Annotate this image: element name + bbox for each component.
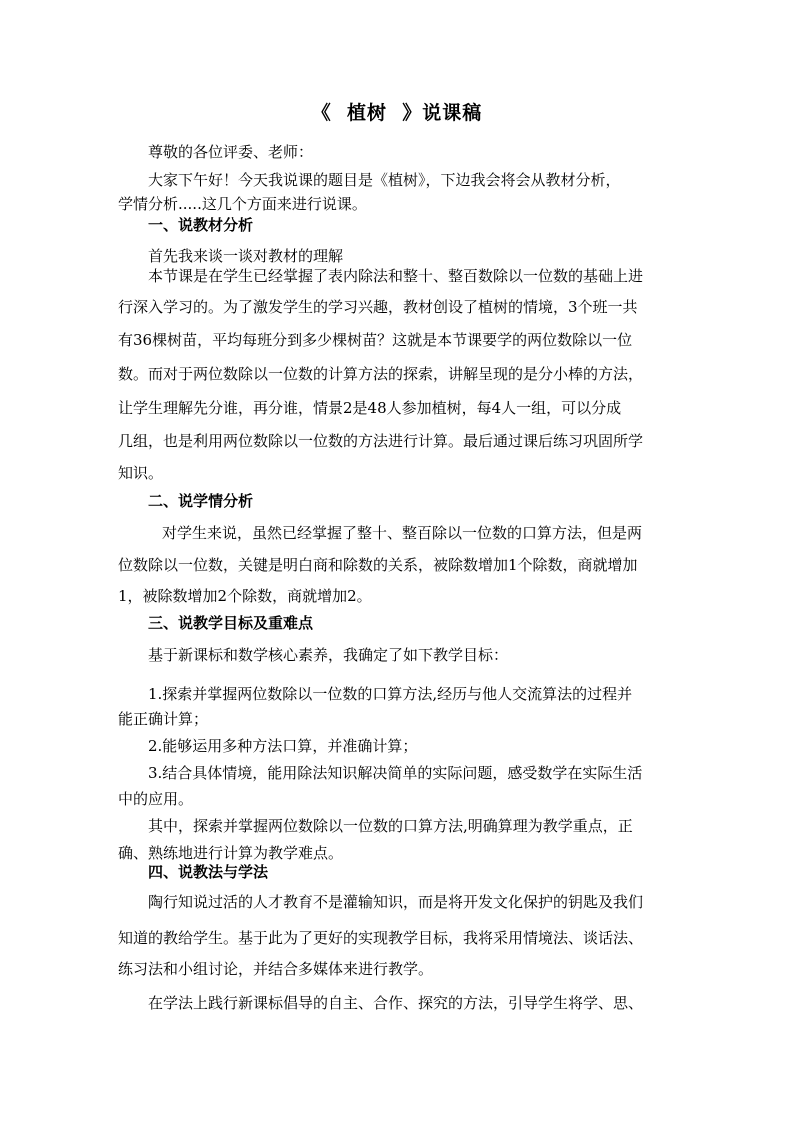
text-line: 学情分析.....这几个方面来进行说课。 bbox=[118, 195, 367, 213]
text-line: 陶行知说过活的人才教育不是灌输知识，而是将开发文化保护的钥匙及我们 bbox=[148, 893, 644, 911]
text-line: 1，被除数增加2个除数，商就增加2。 bbox=[118, 587, 372, 605]
text-line: 其中，探索并掌握两位数除以一位数的口算方法,明确算理为教学重点，正 bbox=[148, 817, 633, 835]
section-heading: 二、说学情分析 bbox=[148, 492, 254, 510]
text-line: 能正确计算； bbox=[118, 710, 209, 728]
section-heading: 四、说教法与学法 bbox=[148, 863, 269, 881]
text-line: 本节课是在学生已经掌握了表内除法和整十、整百数除以一位数的基础上进 bbox=[148, 267, 644, 285]
section-heading: 三、说教学目标及重难点 bbox=[148, 614, 314, 632]
text-line: 让学生理解先分谁，再分谁，情景2是48人参加植树，每4人一组，可以分成 bbox=[118, 399, 622, 417]
text-line: 行深入学习的。为了激发学生的学习兴趣，教材创设了植树的情境，3个班一共 bbox=[118, 298, 638, 316]
text-line: 位数除以一位数，关键是明白商和除数的关系，被除数增加1个除数，商就增加 bbox=[118, 556, 638, 574]
text-line: 中的应用。 bbox=[118, 790, 194, 808]
text-line: 1.探索并掌握两位数除以一位数的口算方法,经历与他人交流算法的过程并 bbox=[148, 685, 633, 703]
document-title: 《 植树 》说课稿 bbox=[311, 102, 483, 124]
text-line: 2.能够运用多种方法口算，并准确计算； bbox=[148, 737, 418, 755]
text-line: 确、熟练地进行计算为教学难点。 bbox=[118, 844, 344, 862]
text-line: 大家下午好！今天我说课的题目是《植树》，下边我会将会从教材分析， bbox=[148, 171, 621, 189]
text-line: 有36棵树苗，平均每班分到多少棵树苗？这就是本节课要学的两位数除以一位 bbox=[118, 331, 633, 349]
text-line: 在学法上践行新课标倡导的自主、合作、探究的方法，引导学生将学、思、 bbox=[148, 994, 644, 1012]
section-heading: 一、说教材分析 bbox=[148, 216, 254, 234]
text-line: 数。而对于两位数除以一位数的计算方法的探索，讲解呈现的是分小棒的方法， bbox=[118, 365, 644, 383]
text-line: 首先我来谈一谈对教材的理解 bbox=[148, 247, 344, 265]
text-line: 尊敬的各位评委、老师： bbox=[148, 143, 314, 161]
text-line: 3.结合具体情境，能用除法知识解决简单的实际问题，感受数学在实际生活 bbox=[148, 764, 643, 782]
text-line: 基于新课标和数学核心素养，我确定了如下教学目标： bbox=[148, 646, 509, 664]
text-line: 知道的教给学生。基于此为了更好的实现教学目标，我将采用情境法、谈话法、 bbox=[118, 929, 644, 947]
text-line: 对学生来说，虽然已经掌握了整十、整百除以一位数的口算方法，但是两 bbox=[162, 524, 643, 542]
text-line: 几组，也是利用两位数除以一位数的方法进行计算。最后通过课后练习巩固所学 bbox=[118, 432, 644, 450]
text-line: 知识。 bbox=[118, 464, 164, 482]
text-line: 练习法和小组讨论，并结合多媒体来进行教学。 bbox=[118, 960, 434, 978]
